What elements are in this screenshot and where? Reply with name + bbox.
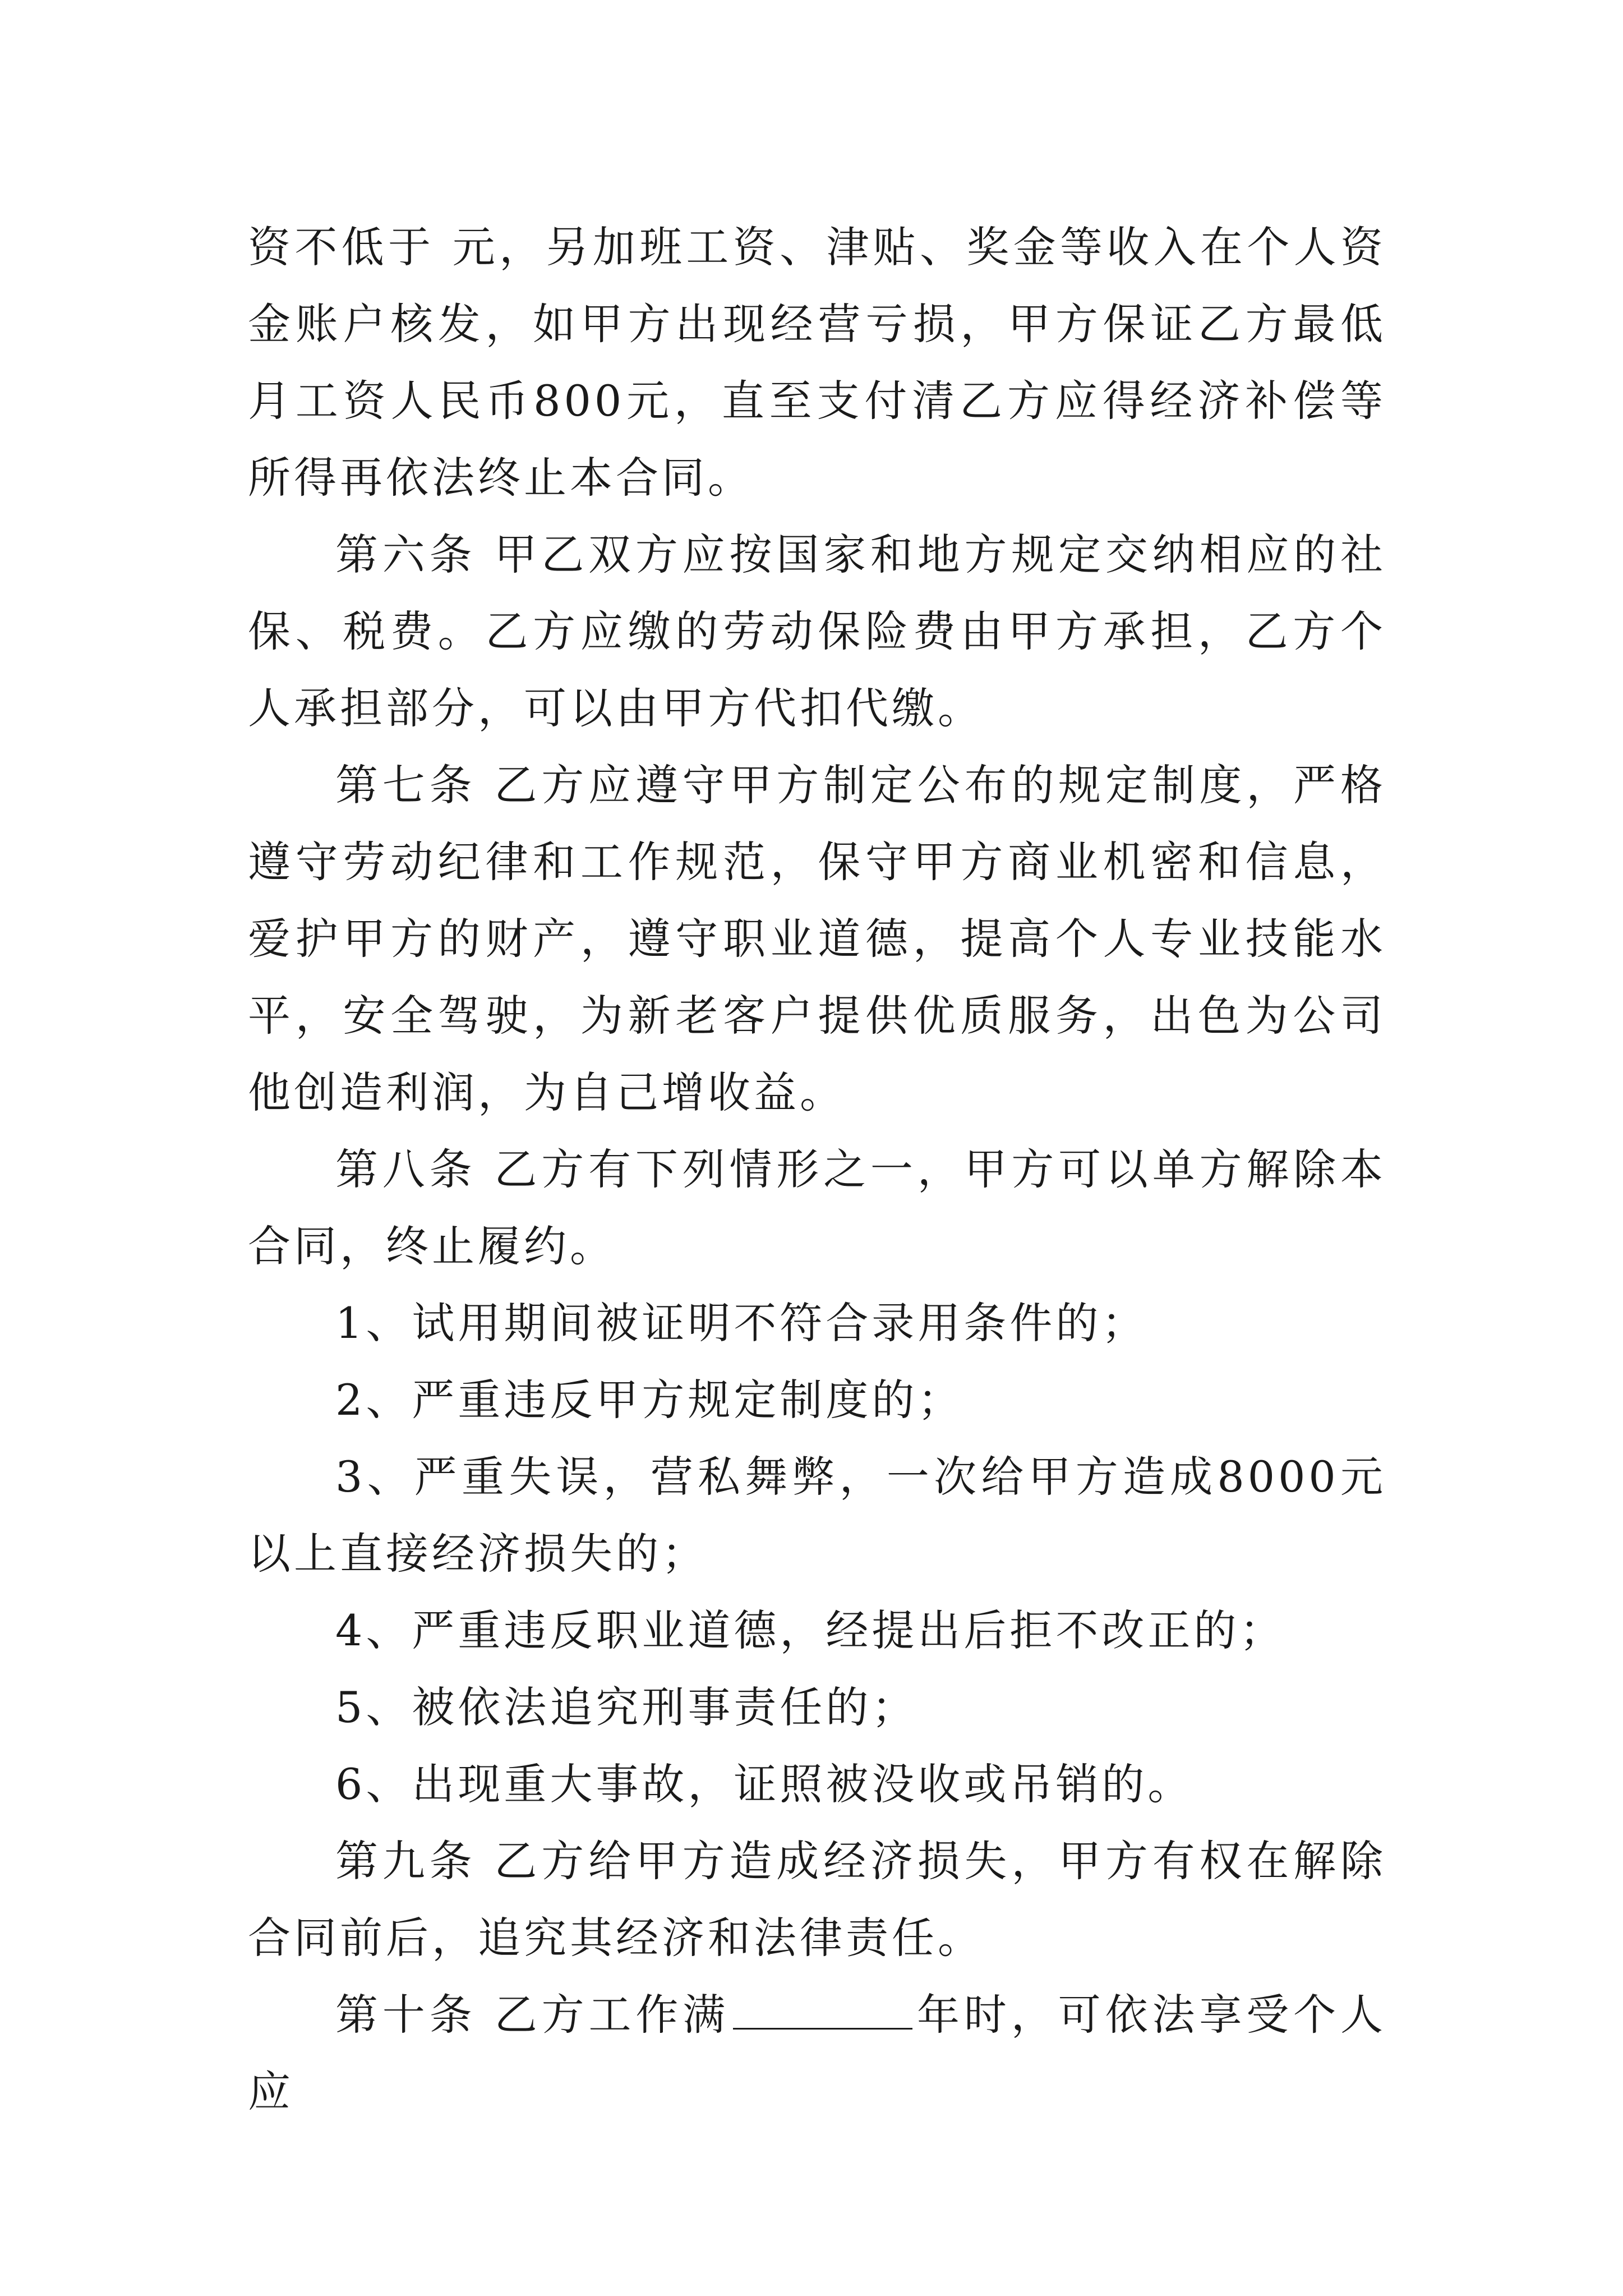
fill-in-blank-years[interactable] — [733, 1989, 912, 2030]
list-item-2: 2、严重违反甲方规定制度的； — [335, 1375, 964, 1425]
document-body — [248, 209, 1386, 2130]
paragraph-article-9: 第九条 乙方给甲方造成经济损失，甲方有权在解除合同前后，追究其经济和法律责任。 — [248, 1836, 1386, 1963]
paragraph-article-7: 第七条 乙方应遵守甲方制定公布的规定制度，严格遵守劳动纪律和工作规范，保守甲方商业机密和信息，爱护甲方的财产，遵守职业道德，提高个人专业技能水平，安全驾驶，为新老客户提供优质服务，出色为公司他创造利润，为自己增收益。 — [248, 760, 1386, 1117]
paragraph-article-10 — [248, 1976, 1386, 2130]
article-10-text-start: 第十条 乙方工作满 — [335, 1990, 730, 2040]
list-item-3: 3、严重失误，营私舞弊，一次给甲方造成8000元以上直接经济损失的； — [248, 1452, 1386, 1579]
list-item-6: 6、出现重大事故，证照被没收或吊销的。 — [335, 1759, 1194, 1809]
list-item-1: 1、试用期间被证明不符合录用条件的； — [335, 1298, 1148, 1348]
paragraph-article-8: 第八条 乙方有下列情形之一，甲方可以单方解除本合同，终止履约。 — [248, 1144, 1386, 1271]
list-item-5: 5、被依法追究刑事责任的； — [335, 1682, 918, 1732]
article-10-text-end: 年时，可依法享受个人应 — [248, 1990, 1386, 2116]
paragraph-article-6: 第六条 甲乙双方应按国家和地方规定交纳相应的社保、税费。乙方应缴的劳动保险费由甲方承担，乙方个人承担部分，可以由甲方代扣代缴。 — [248, 530, 1386, 733]
paragraph-salary-continued: 资不低于 元，另加班工资、津贴、奖金等收入在个人资金账户核发，如甲方出现经营亏损，甲方保证乙方最低月工资人民币800元，直至支付清乙方应得经济补偿等所得再依法终止本合同。 — [248, 222, 1386, 503]
list-item-4: 4、严重违反职业道德，经提出后拒不改正的； — [335, 1605, 1286, 1655]
